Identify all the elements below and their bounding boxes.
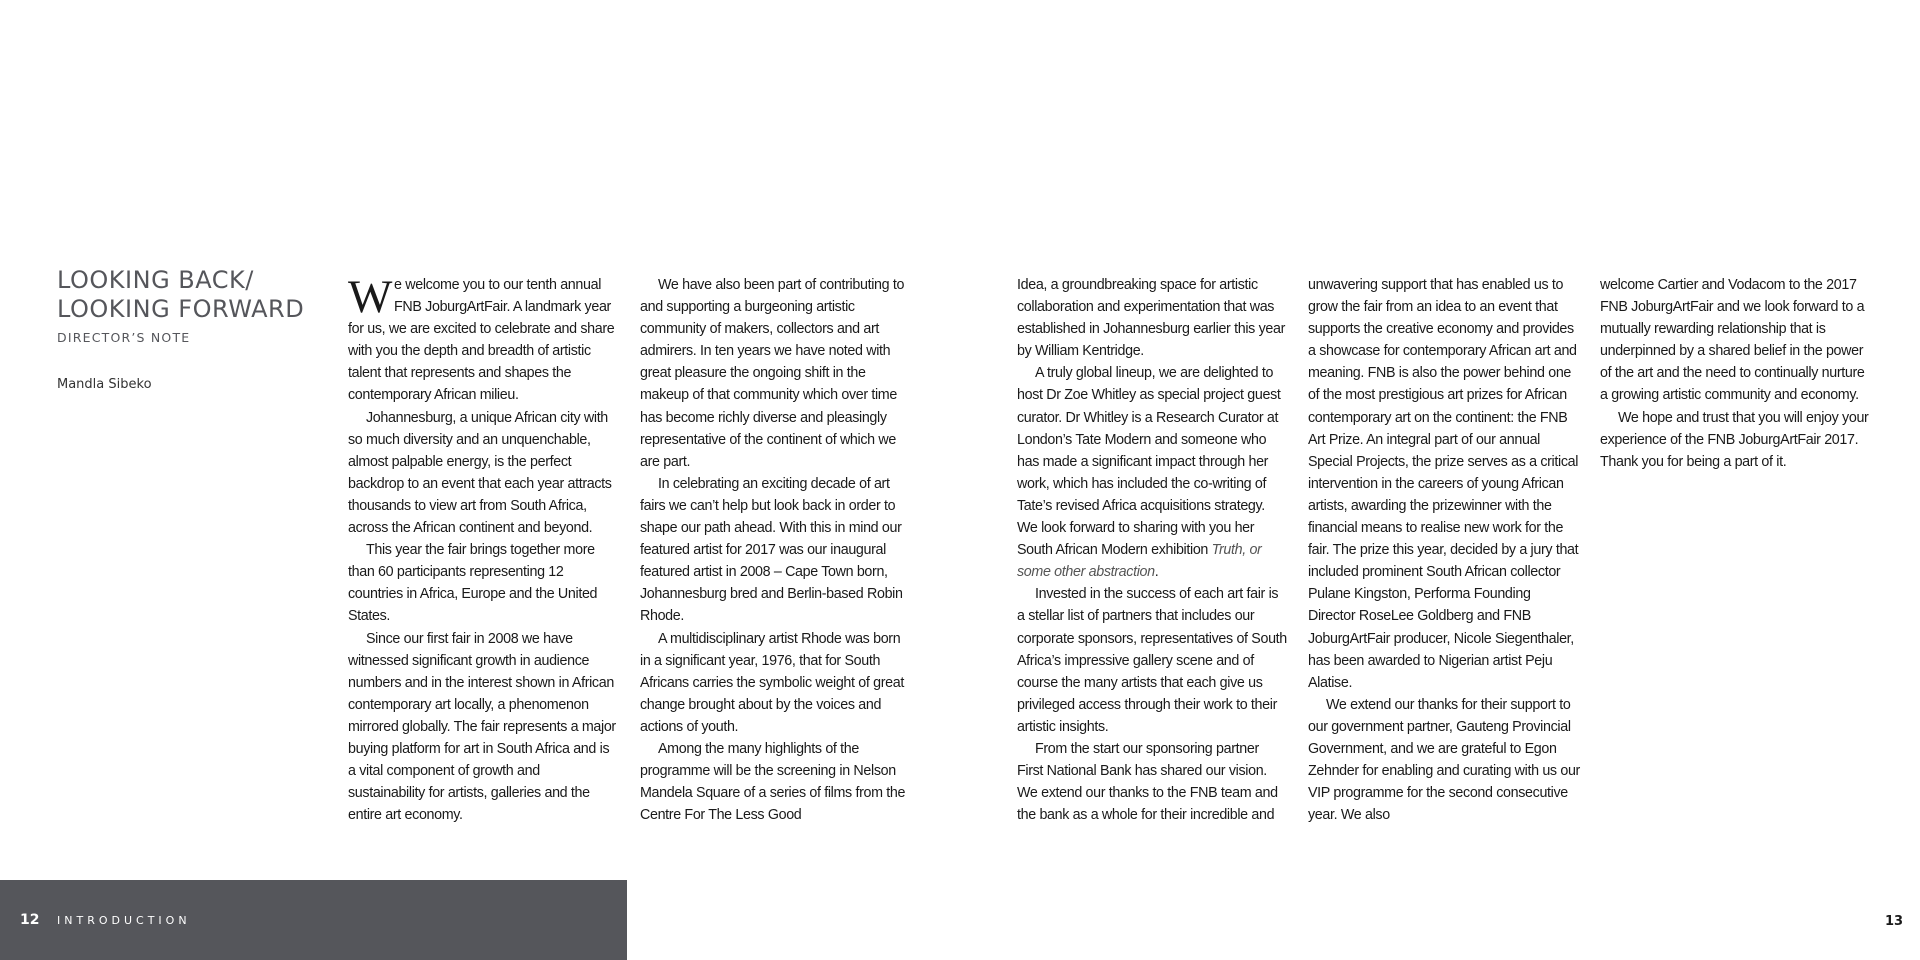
paragraph: We have also been part of contributing to and supporting a burgeoning artistic community of makers, collectors and art admirers. In ten years we have noted with great pleasure the ongoing shift in the makeup of that community which over time has become richly diverse and pleasingly representative of the continent of which we are part. [640, 277, 905, 470]
title-line-2: LOOKING FORWARD [57, 295, 305, 323]
paragraph: Idea, a groundbreaking space for artistic collaboration and experimentation that was established in Johannesburg earlier this year by William Kentridge. [1017, 277, 1285, 360]
text-column-3 [1017, 274, 1287, 826]
author-name: Mandla Sibeko [57, 377, 152, 392]
paragraph: A multidisciplinary artist Rhode was born in a significant year, 1976, that for South Africans carries the symbolic weight of great change brought about by the voices and actions of youth. [640, 630, 904, 735]
paragraph-text: . [1154, 564, 1159, 581]
paragraph: Johannesburg, a unique African city with so much diversity and an unquenchable, almost palpable energy, is the perfect backdrop to an event that each year attracts thousands to view art from South Africa, across the African continent and beyond. [348, 409, 612, 537]
exhibition-title: Truth, or some other abstraction [1017, 542, 1262, 581]
section-label: INTRODUCTION [57, 914, 191, 927]
paragraph: This year the fair brings together more than 60 participants representing 12 countries in Africa, Europe and the United States. [348, 542, 598, 625]
left-page-number: 12 [20, 912, 40, 928]
drop-cap: W [348, 271, 393, 323]
paragraph: In celebrating an exciting decade of art fairs we can’t help but look back in order to shape our path ahead. With this in mind our featured artist for 2017 was our inaugural featured artist in 2008 – Cape Town born, Johannesburg bred and Berlin-based Robin Rhode. [640, 475, 903, 625]
paragraph: Since our first fair in 2008 we have witnessed significant growth in audience numbers and in the interest shown in African contemporary art locally, a phenomenon mirrored globally. The fair represents a major buying platform for art in South Africa and is a vital component of growth and sustainability for artists, galleries and the entire art economy. [348, 630, 616, 824]
paragraph: welcome Cartier and Vodacom to the 2017 FNB JoburgArtFair and we look forward to a mutually rewarding relationship that is underpinned by a shared belief in the power of the art and the need to continually nurture a growing artistic community and economy. [1600, 277, 1865, 404]
text-column-4 [1308, 274, 1580, 826]
title-line-1: LOOKING BACK/ [57, 266, 254, 294]
paragraph: From the start our sponsoring partner First National Bank has shared our vision. We extend our thanks to the FNB team and the bank as a whole for their incredible and [1017, 740, 1278, 824]
paragraph: Among the many highlights of the programme will be the screening in Nelson Mandela Square of a series of films from the Centre For The Less Good [640, 740, 906, 824]
paragraph-text: e welcome you to our tenth annual FNB JoburgArtFair. A landmark year for us, we are excited to celebrate and share with you the depth and breadth of artistic talent that represents and shapes the contemporary African milieu. [348, 277, 615, 404]
paragraph: We hope and trust that you will enjoy your experience of the FNB JoburgArtFair 2017. Thank you for being a part of it. [1600, 409, 1869, 470]
paragraph: Invested in the success of each art fair is a stellar list of partners that includes our corporate sponsors, representatives of South Africa’s impressive gallery scene and of course the many artists that each give us privileged access through their work to their artistic insights. [1017, 586, 1287, 735]
paragraph-text: A truly global lineup, we are delighted to host Dr Zoe Whitley as special project guest curator. Dr Whitley is a Research Curator at London’s Tate Modern and someone who has made a significant impact through her work, which has included the co-writing of Tate’s revised Africa acquisitions strategy. We look forward to sharing with you her South African Modern exhibition [1017, 365, 1281, 559]
paragraph: We extend our thanks for their support to our government partner, Gauteng Provincial Government, and we are grateful to Egon Zehnder for enabling and curating with us our VIP programme for the second consecutive year. We also [1308, 696, 1580, 824]
paragraph [1017, 362, 1287, 583]
right-page-number: 13 [1885, 914, 1904, 929]
paragraph: unwavering support that has enabled us to grow the fair from an idea to an event that supports the creative economy and provides a showcase for contemporary African art and meaning. FNB is also the power behind one of the most prestigious art prizes for African contemporary art on the continent: the FNB Art Prize. An integral part of our annual Special Projects, the prize serves as a critical intervention in the careers of young African artists, awarding the prizewinner with the financial means to realise new work for the fair. The prize this year, decided by a jury that included prominent South African collector Pulane Kingston, Performa Founding Director RoseLee Goldberg and FNB JoburgArtFair producer, Nicole Siegenthaler, has been awarded to Nigerian artist Peju Alatise. [1308, 277, 1579, 691]
paragraph [348, 271, 618, 407]
article-title [57, 266, 337, 324]
text-column-5 [1600, 274, 1872, 473]
text-column-2 [640, 274, 910, 826]
article-subtitle: DIRECTOR’S NOTE [57, 330, 191, 345]
text-column-1 [348, 271, 618, 826]
